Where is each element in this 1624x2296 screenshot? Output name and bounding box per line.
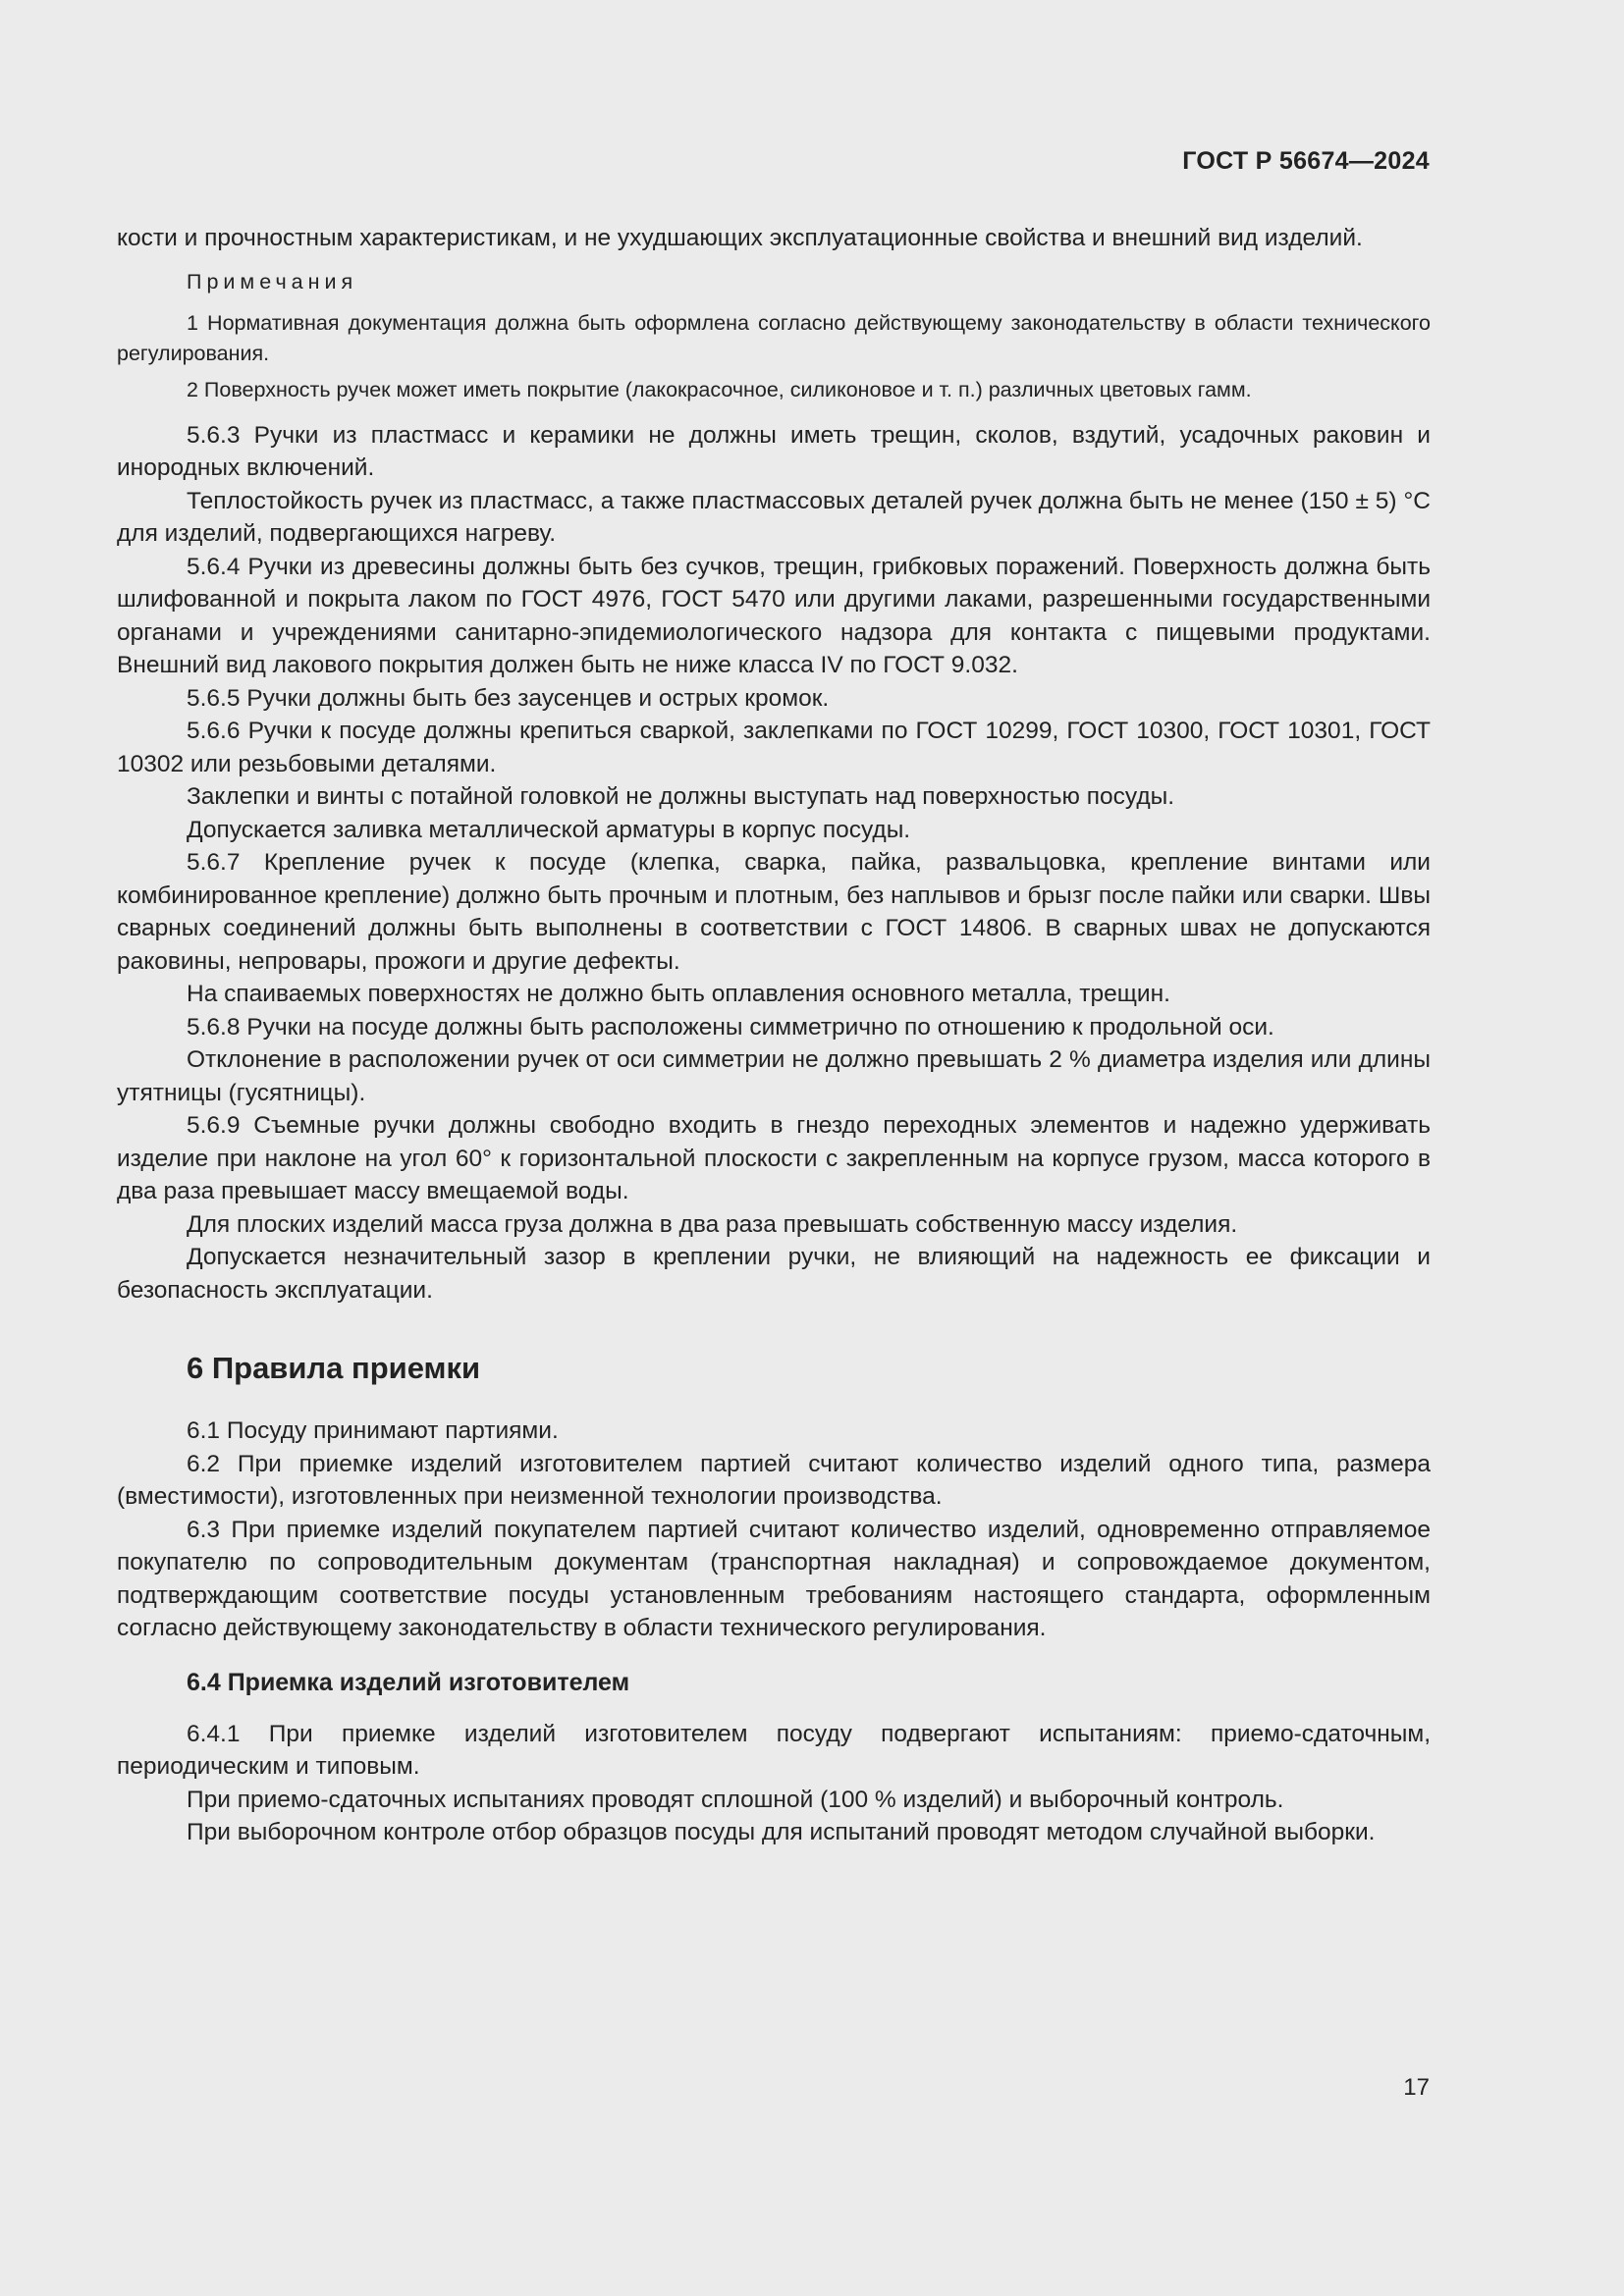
notes-title: Примечания	[187, 269, 358, 294]
paragraph: Теплостойкость ручек из пластмасс, а также пластмассовых деталей ручек должна быть не менее (150 ± 5) °С для изделий, подвергающихся нагреву.	[117, 487, 1431, 547]
paragraph: При выборочном контроле отбор образцов посуды для испытаний проводят методом случайной выборки.	[187, 1819, 1376, 1845]
paragraph-5-6-5: 5.6.5 Ручки должны быть без заусенцев и острых кромок.	[187, 684, 830, 712]
document-code-header: ГОСТ Р 56674—2024	[1182, 147, 1430, 175]
paragraph: При приемо-сдаточных испытаниях проводят сплошной (100 % изделий) и выборочный контроль.	[187, 1786, 1284, 1813]
paragraph-5-6-8: 5.6.8 Ручки на посуде должны быть расположены симметрично по отношению к продольной оси.	[187, 1013, 1274, 1041]
paragraph: Отклонение в расположении ручек от оси симметрии не должно превышать 2 % диаметра изделия или длины утятницы (гусятницы).	[117, 1046, 1431, 1106]
subsection-6-4-heading: 6.4 Приемка изделий изготовителем	[187, 1668, 630, 1696]
note-item: 1 Нормативная документация должна быть оформлена согласно действующему законодательству в области технического регулирования.	[117, 310, 1431, 365]
page-number: 17	[1403, 2074, 1430, 2101]
paragraph-6-4-1: 6.4.1 При приемке изделий изготовителем посуду подвергают испытаниям: приемо-сдаточным, периодическим и типовым.	[117, 1720, 1431, 1780]
paragraph-6-1: 6.1 Посуду принимают партиями.	[187, 1417, 559, 1444]
section-6-heading: 6 Правила приемки	[187, 1351, 481, 1385]
paragraph: На спаиваемых поверхностях не должно быть оплавления основного металла, трещин.	[187, 981, 1170, 1007]
paragraph-5-6-9: 5.6.9 Съемные ручки должны свободно входить в гнездо переходных элементов и надежно удерживать изделие при наклоне на угол 60° к горизонтальной плоскости с закрепленным на корпусе грузом, масса которого в два раза превышает массу вмещаемой воды.	[117, 1112, 1431, 1204]
paragraph: Допускается незначительный зазор в креплении ручки, не влияющий на надежность ее фиксации и безопасность эксплуатации.	[117, 1244, 1431, 1304]
document-body	[117, 222, 1431, 1849]
paragraph-5-6-7: 5.6.7 Крепление ручек к посуде (клепка, сварка, пайка, развальцовка, крепление винтами или комбинированное крепление) должно быть прочным и плотным, без наплывов и брызг после пайки или сварки. Швы сварных соединений должны быть выполнены в соответствии с ГОСТ 14806. В сварных швах не допускаются раковины, непровары, прожоги и другие дефекты.	[117, 849, 1431, 975]
note-item: 2 Поверхность ручек может иметь покрытие (лакокрасочное, силиконовое и т. п.) различных цветовых гамм.	[187, 377, 1252, 401]
paragraph: Для плоских изделий масса груза должна в два раза превышать собственную массу изделия.	[187, 1210, 1238, 1238]
paragraph-5-6-3: 5.6.3 Ручки из пластмасс и керамики не должны иметь трещин, сколов, вздутий, усадочных раковин и инородных включений.	[117, 421, 1431, 481]
intro-continuation: кости и прочностным характеристикам, и не ухудшающих эксплуатационные свойства и внешний вид изделий.	[117, 225, 1363, 251]
paragraph-5-6-4: 5.6.4 Ручки из древесины должны быть без сучков, трещин, грибковых поражений. Поверхность должна быть шлифованной и покрыта лаком по ГОСТ 4976, ГОСТ 5470 или другими лаками, разрешенными государственными органами и учреждениями санитарно-эпидемиологического надзора для контакта с пищевыми продуктами. Внешний вид лакового покрытия должен быть не ниже класса IV по ГОСТ 9.032.	[117, 553, 1431, 678]
paragraph: Заклепки и винты с потайной головкой не должны выступать над поверхностью посуды.	[187, 783, 1175, 810]
paragraph-6-3: 6.3 При приемке изделий покупателем партией считают количество изделий, одновременно отправляемое покупателю по сопроводительным документам (транспортная накладная) и сопровождаемое документом, подтверждающим соответствие посуды установленным требованиям настоящего стандарта, оформленным согласно действующему законодательству в области технического регулирования.	[117, 1516, 1431, 1641]
paragraph-6-2: 6.2 При приемке изделий изготовителем партией считают количество изделий одного типа, размера (вместимости), изготовленных при неизменной технологии производства.	[117, 1450, 1431, 1510]
paragraph-5-6-6: 5.6.6 Ручки к посуде должны крепиться сваркой, заклепками по ГОСТ 10299, ГОСТ 10300, ГОСТ 10301, ГОСТ 10302 или резьбовыми деталями.	[117, 718, 1431, 777]
paragraph: Допускается заливка металлической арматуры в корпус посуды.	[187, 816, 911, 843]
